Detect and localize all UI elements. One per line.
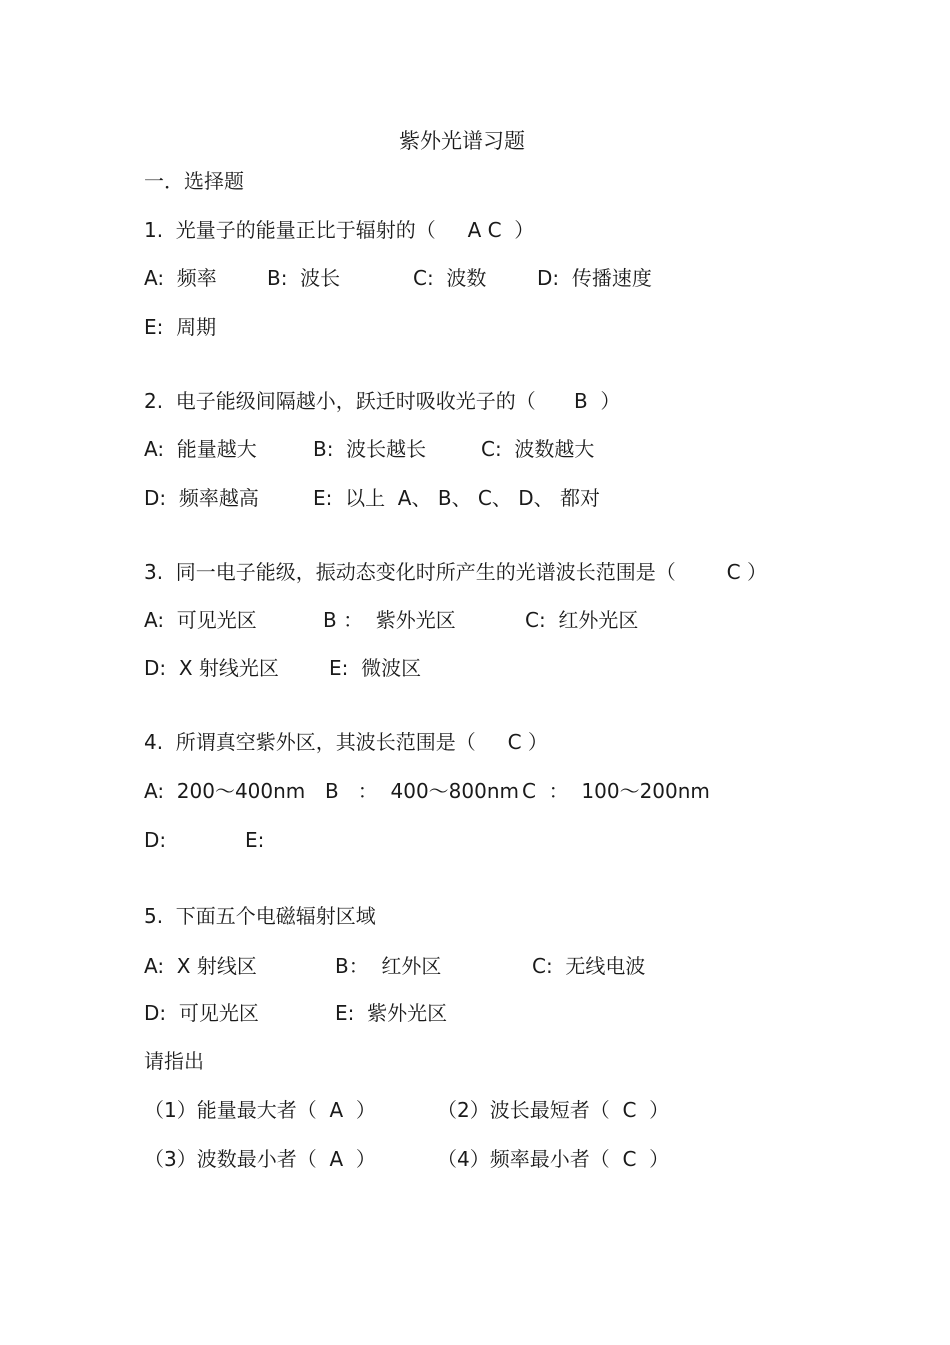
question-2-option-e: E: 以上 A、 B、 C、 D、 都对 (313, 486, 601, 510)
question-1-option-c: C: 波数 (413, 266, 487, 290)
question-5-option-d: D: 可见光区 (144, 1001, 259, 1025)
question-4-option-c: C ： 100～200nm (522, 779, 710, 803)
question-3-option-a: A: 可见光区 (144, 608, 257, 632)
question-2-option-d: D: 频率越高 (144, 486, 259, 510)
question-3-option-b: B ： 紫外光区 (323, 608, 456, 632)
question-3-stem: 3. 同一电子能级，振动态变化时所产生的光谱波长范围是（ C ） (144, 560, 767, 584)
question-5-option-a: A: X 射线区 (144, 954, 257, 978)
question-4-stem: 4. 所谓真空紫外区，其波长范围是（ C ） (144, 730, 548, 754)
question-5-subitem-3: （3）波数最小者（ A ） (144, 1147, 376, 1171)
question-2-stem: 2. 电子能级间隔越小，跃迁时吸收光子的（ B ） (144, 389, 621, 413)
question-1-option-d: D: 传播速度 (537, 266, 652, 290)
question-5-option-e: E: 紫外光区 (335, 1001, 448, 1025)
question-3-option-d: D: X 射线光区 (144, 656, 279, 680)
question-1-option-a: A: 频率 (144, 266, 217, 290)
question-3-option-c: C: 红外光区 (525, 608, 639, 632)
question-3-option-e: E: 微波区 (329, 656, 422, 680)
question-5-option-c: C: 无线电波 (532, 954, 646, 978)
question-2-option-b: B: 波长越长 (313, 437, 427, 461)
question-4-option-b: B ： 400～800nm (325, 779, 520, 803)
question-1-option-b: B: 波长 (267, 266, 341, 290)
question-4-option-e: E: (245, 828, 265, 852)
question-4-option-d: D: (144, 828, 167, 852)
question-5-prompt: 请指出 (144, 1049, 204, 1073)
question-2-option-a: A: 能量越大 (144, 437, 257, 461)
question-5-subitem-1: （1）能量最大者（ A ） (144, 1098, 376, 1122)
question-2-option-c: C: 波数越大 (481, 437, 595, 461)
page-title: 紫外光谱习题 (399, 129, 525, 153)
question-5-option-b: B： 红外区 (335, 954, 442, 978)
question-4-option-a: A: 200～400nm (144, 779, 306, 803)
section-heading: 一．选择题 (144, 169, 244, 193)
question-1-option-e: E: 周期 (144, 315, 217, 339)
question-5-stem: 5. 下面五个电磁辐射区域 (144, 904, 376, 928)
question-1-stem: 1. 光量子的能量正比于辐射的（ A C ） (144, 218, 535, 242)
question-5-subitem-4: （4）频率最小者（ C ） (437, 1147, 670, 1171)
question-5-subitem-2: （2）波长最短者（ C ） (437, 1098, 670, 1122)
